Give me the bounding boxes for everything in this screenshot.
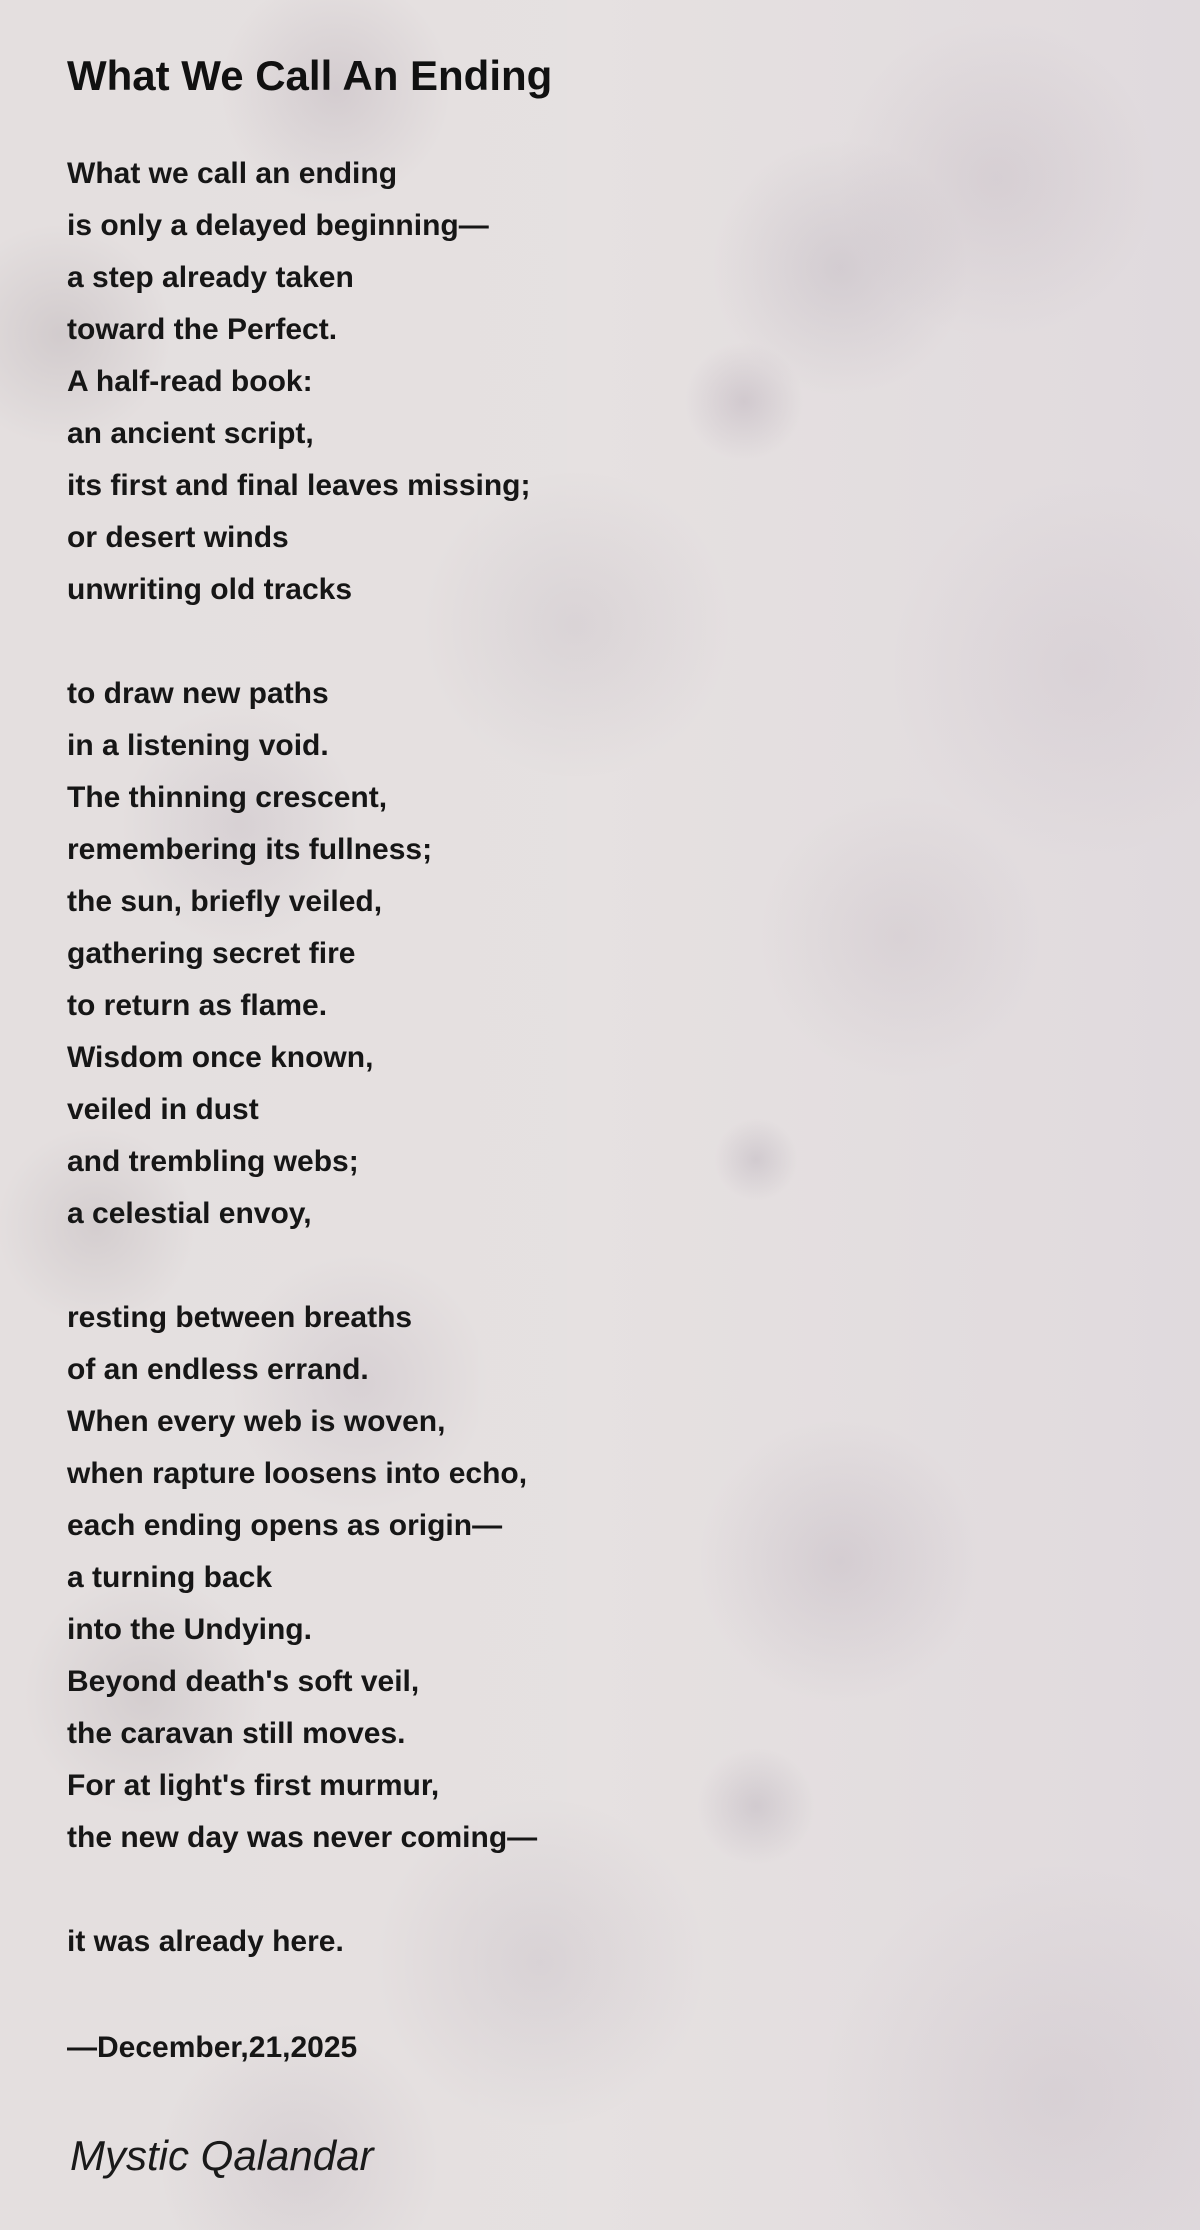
poem-line: each ending opens as origin— bbox=[67, 1509, 503, 1542]
poem-line: its first and final leaves missing; bbox=[67, 469, 531, 502]
poem-line: the new day was never coming— bbox=[67, 1821, 538, 1854]
poem-line: a step already taken bbox=[67, 261, 354, 294]
stanza-break bbox=[67, 1240, 537, 1292]
poem-line: For at light's first murmur, bbox=[67, 1769, 440, 1802]
poem-line: What we call an ending bbox=[67, 157, 398, 190]
poem-line: unwriting old tracks bbox=[67, 573, 353, 606]
poem-line: a turning back bbox=[67, 1561, 273, 1594]
poem-line: gathering secret fire bbox=[67, 937, 356, 970]
poem-line: The thinning crescent, bbox=[67, 781, 388, 814]
poem-author: Mystic Qalandar bbox=[70, 2132, 374, 2179]
poem-line: an ancient script, bbox=[67, 417, 314, 450]
poem-line: and trembling webs; bbox=[67, 1145, 359, 1178]
poem-line: when rapture loosens into echo, bbox=[67, 1457, 528, 1490]
poem-line: or desert winds bbox=[67, 521, 289, 554]
poem-line: to return as flame. bbox=[67, 989, 328, 1022]
poem-line: is only a delayed beginning— bbox=[67, 209, 489, 242]
poem-line: remembering its fullness; bbox=[67, 833, 433, 866]
poem-body bbox=[67, 148, 537, 1968]
poem-line: Wisdom once known, bbox=[67, 1041, 374, 1074]
poem-line: the caravan still moves. bbox=[67, 1717, 406, 1750]
poem-line: Beyond death's soft veil, bbox=[67, 1665, 420, 1698]
poem-line: a celestial envoy, bbox=[67, 1197, 312, 1230]
poem-line: it was already here. bbox=[67, 1925, 344, 1958]
poem-line: the sun, briefly veiled, bbox=[67, 885, 383, 918]
poem-date: —December,21,2025 bbox=[67, 2031, 358, 2064]
poem-line: resting between breaths bbox=[67, 1301, 413, 1334]
poem-line: toward the Perfect. bbox=[67, 313, 338, 346]
poem-line: veiled in dust bbox=[67, 1093, 259, 1126]
poem-line: When every web is woven, bbox=[67, 1405, 446, 1438]
poem-line: of an endless errand. bbox=[67, 1353, 369, 1386]
poem-title: What We Call An Ending bbox=[67, 52, 553, 99]
stanza-break bbox=[67, 616, 537, 668]
poem-line: into the Undying. bbox=[67, 1613, 312, 1646]
stanza-break bbox=[67, 1864, 537, 1916]
poem-line: to draw new paths bbox=[67, 677, 329, 710]
poem-line: A half-read book: bbox=[67, 365, 313, 398]
poem-line: in a listening void. bbox=[67, 729, 329, 762]
